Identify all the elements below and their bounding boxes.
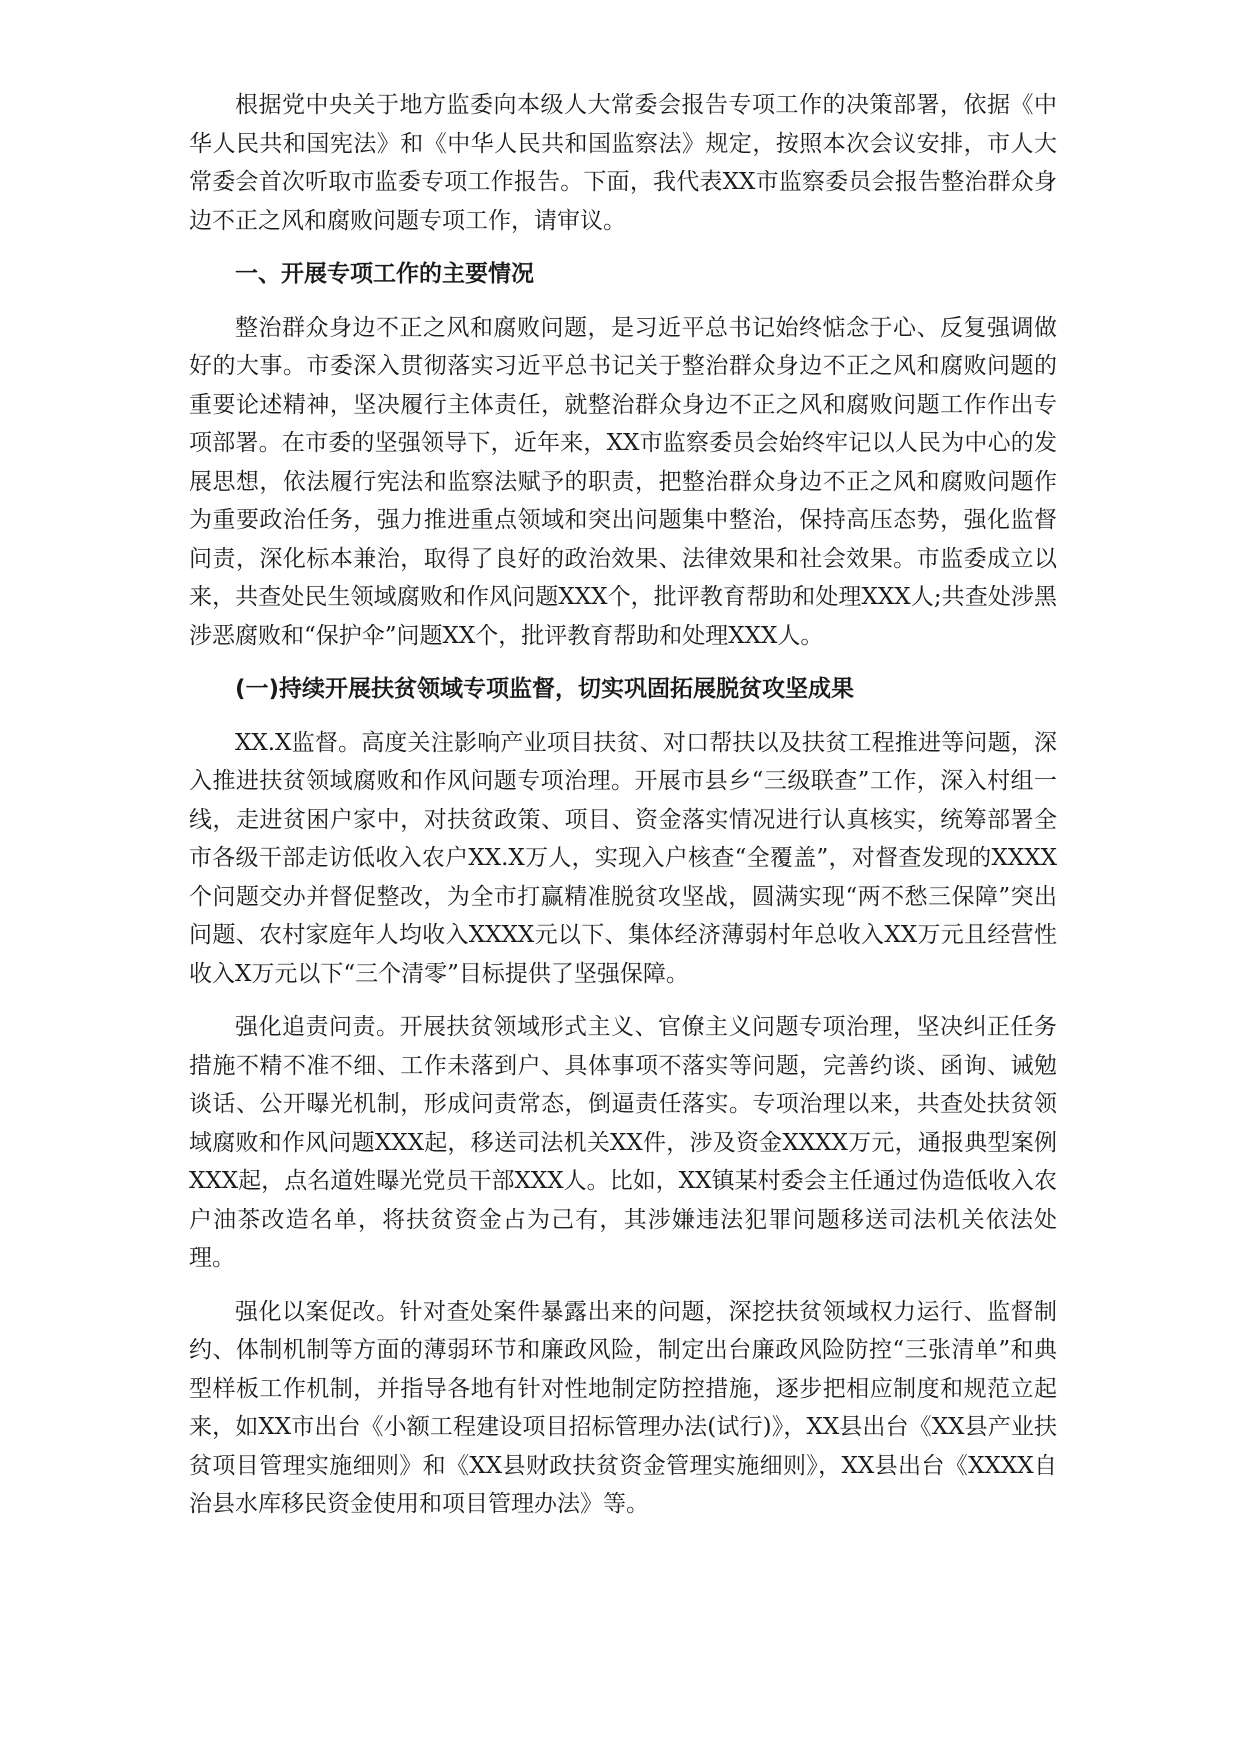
supervision-paragraph: XX.X监督。高度关注影响产业项目扶贫、对口帮扶以及扶贫工程推进等问题，深入推进扶贫领域腐败和作风问题专项治理。开展市县乡“三级联查”工作，深入村组一线，走进贫困户家中，对扶贫政策、项目、资金落实情况进行认真核实，统筹部署全市各级干部走访低收入农户XX.X万人，实现入户核查“全覆盖”，对督查发现的XXXX个问题交办并督促整改，为全市打赢精准脱贫攻坚战，圆满实现“两不愁三保障”突出问题、农村家庭年人均收入XXXX元以下、集体经济薄弱村年总收入XX万元且经营性收入X万元以下“三个清零”目标提供了坚强保障。 — [189, 729, 1057, 987]
overview-paragraph: 整治群众身边不正之风和腐败问题，是习近平总书记始终惦念于心、反复强调做好的大事。市委深入贯彻落实习近平总书记关于整治群众身边不正之风和腐败问题的重要论述精神，坚决履行主体责任，就整治群众身边不正之风和腐败问题工作作出专项部署。在市委的坚强领导下，近年来，XX市监察委员会始终牢记以人民为中心的发展思想，依法履行宪法和监察法赋予的职责，把整治群众身边不正之风和腐败问题作为重要政治任务，强力推进重点领域和突出问题集中整治，保持高压态势，强化监督问责，深化标本兼治，取得了良好的政治效果、法律效果和社会效果。市监委成立以来，共查处民生领域腐败和作风问题XXX个，批评教育帮助和处理XXX人;共查处涉黑涉恶腐败和“保护伞”问题XX个，批评教育帮助和处理XXX人。 — [189, 314, 1057, 649]
accountability-paragraph: 强化追责问责。开展扶贫领域形式主义、官僚主义问题专项治理，坚决纠正任务措施不精不准不细、工作未落到户、具体事项不落实等问题，完善约谈、函询、诫勉谈话、公开曝光机制，形成问责常态，倒逼责任落实。专项治理以来，共查处扶贫领域腐败和作风问题XXX起，移送司法机关XX件，涉及资金XXXX万元，通报典型案例XXX起，点名道姓曝光党员干部XXX人。比如，XX镇某村委会主任通过伪造低收入农户油茶改造名单，将扶贫资金占为己有，其涉嫌违法犯罪问题移送司法机关依法处理。 — [189, 1014, 1057, 1271]
reform-paragraph: 强化以案促改。针对查处案件暴露出来的问题，深挖扶贫领域权力运行、监督制约、体制机制等方面的薄弱环节和廉政风险，制定出台廉政风险防控“三张清单”和典型样板工作机制，并指导各地有针对性地制定防控措施，逐步把相应制度和规范立起来，如XX市出台《小额工程建设项目招标管理办法(试行)》，XX县出台《XX县产业扶贫项目管理实施细则》和《XX县财政扶贫资金管理实施细则》，XX县出台《XXXX自治县水库移民资金使用和项目管理办法》等。 — [189, 1298, 1057, 1517]
intro-paragraph: 根据党中央关于地方监委向本级人大常委会报告专项工作的决策部署，依据《中华人民共和国宪法》和《中华人民共和国监察法》规定，按照本次会议安排，市人大常委会首次听取市监委专项工作报告。下面，我代表XX市监察委员会报告整治群众身边不正之风和腐败问题专项工作，请审议。 — [189, 92, 1057, 234]
subsection-heading-poverty-supervision: (一)持续开展扶贫领域专项监督，切实巩固拓展脱贫攻坚成果 — [235, 676, 855, 702]
section-heading-main-situation: 一、开展专项工作的主要情况 — [235, 261, 534, 287]
